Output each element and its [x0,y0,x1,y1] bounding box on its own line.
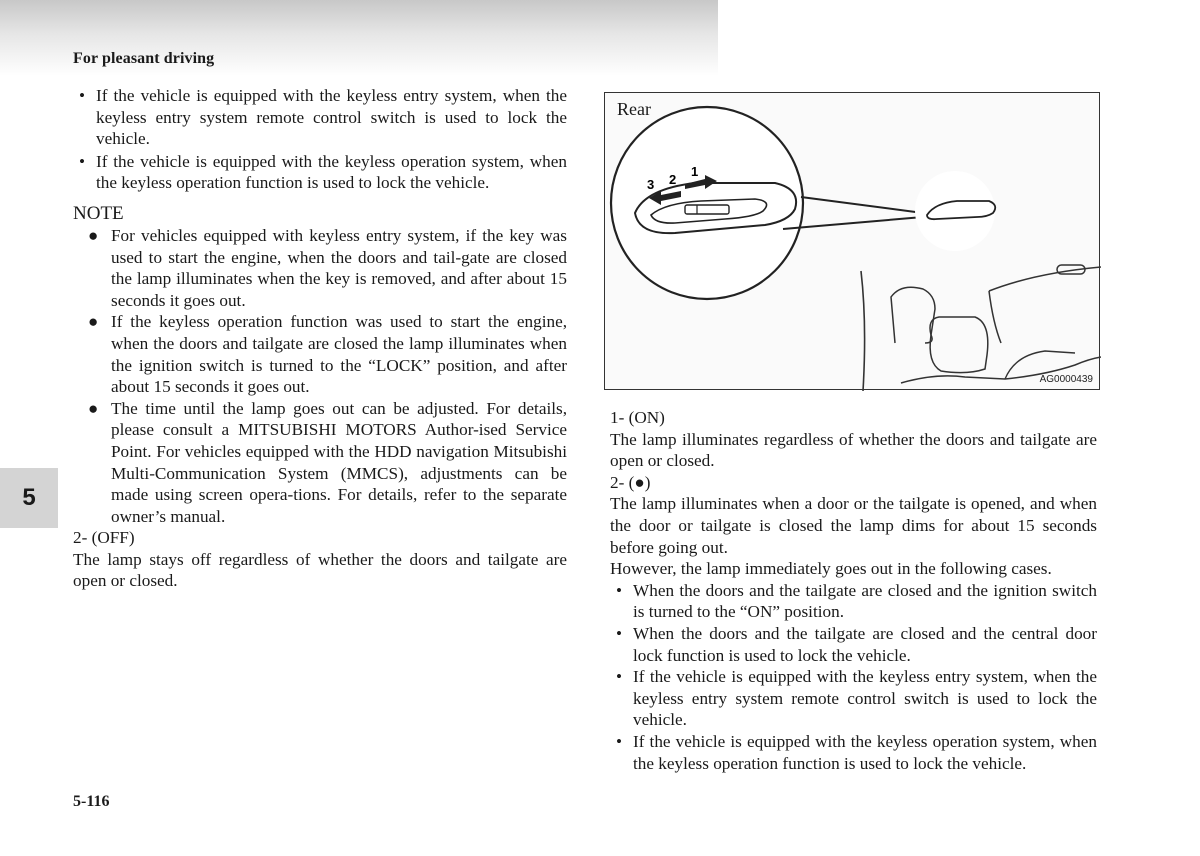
door-label: 2- (●) [610,472,651,492]
bullet-icon: • [616,667,623,687]
interior-pillar [861,271,865,391]
filled-circle-icon: ● [88,312,99,332]
seat-back [930,317,988,373]
on-label: 1- (ON) [610,408,665,427]
door-description: The lamp illuminates when a door or the tailgate is opened, and when the door or tailgate is closed the lamp dims for about 15 seconds before going out. [610,494,1097,557]
callout-line [783,217,923,229]
figure-code: AG0000439 [1039,374,1093,385]
list-item-text: If the vehicle is equipped with the keyless operation system, when the keyless operation function is used to lock the vehicle. [96,151,567,193]
bullet-icon: • [616,731,623,751]
position-3-label: 3 [647,177,655,192]
position-1-label: 1 [691,164,699,179]
note-item [73,398,567,528]
lamp-switch-knob [685,205,729,214]
list-item [610,731,1097,774]
note-item [73,225,567,311]
bullet-icon: • [79,151,86,171]
off-label: 2- (OFF) [73,528,135,548]
room-lamp-illustration [605,93,1101,391]
callout-line [801,197,923,213]
right-column [610,407,1097,774]
off-description: The lamp stays off regardless of whether the doors and tailgate are open or closed. [73,549,567,591]
note-item-text: If the keyless operation function was used to start the engine, when the doors and tailgate are closed the lamp illuminates when the ignition switch is turned to the “LOCK” position, and after about 15 seconds it goes out. [111,312,567,397]
section-title: For pleasant driving [73,50,215,67]
room-lamp-figure [604,92,1100,390]
list-item [610,666,1097,731]
on-description: The lamp illuminates regardless of whether the doors and tailgate are open or closed. [610,429,1097,471]
list-item-text: If the vehicle is equipped with the keyless entry system, when the keyless entry system remote control switch is used to lock the vehicle. [96,86,567,149]
list-item-text: If the vehicle is equipped with the keyless operation system, when the keyless operation function is used to lock the vehicle. [633,731,1097,773]
list-item-text: When the doors and the tailgate are closed and the ignition switch is turned to the “ON” position. [633,580,1097,622]
chapter-tab: 5 [0,468,58,528]
bullet-icon: • [616,623,623,643]
list-item [610,580,1097,623]
seat-headrest [891,287,935,343]
note-title: NOTE [73,202,124,224]
page-number: 5-116 [73,793,110,810]
filled-circle-icon: ● [88,225,99,245]
note-item-text: For vehicles equipped with keyless entry system, if the key was used to start the engine, when the doors and tail-gate are closed the lamp illuminates when the key is removed, and after about 15 seconds it goes out. [111,225,567,310]
note-item-text: The time until the lamp goes out can be adjusted. For details, please consult a MITSUBISHI MOTORS Author-ised Service Point. For vehicles equipped with the HDD navigation Mitsubishi Multi-Communication System (MMCS), adjustments can be made using screen opera-tions. For details, refer to the separate owner’s manual. [111,398,567,526]
list-item [610,623,1097,666]
bullet-icon: • [616,580,623,600]
position-2-label: 2 [669,172,677,187]
left-column [73,85,567,592]
note-item [73,311,567,397]
however-text: However, the lamp immediately goes out in the following cases. [610,559,1052,579]
list-item [73,151,567,194]
filled-circle-icon: ● [88,398,99,418]
list-item-text: If the vehicle is equipped with the keyless entry system, when the keyless entry system remote control switch is used to lock the vehicle. [633,667,1097,730]
bullet-icon: • [79,86,86,105]
list-item-text: When the doors and the tailgate are closed and the central door lock function is used to lock the vehicle. [633,623,1097,665]
list-item [73,85,567,150]
figure-label: Rear [617,99,651,119]
